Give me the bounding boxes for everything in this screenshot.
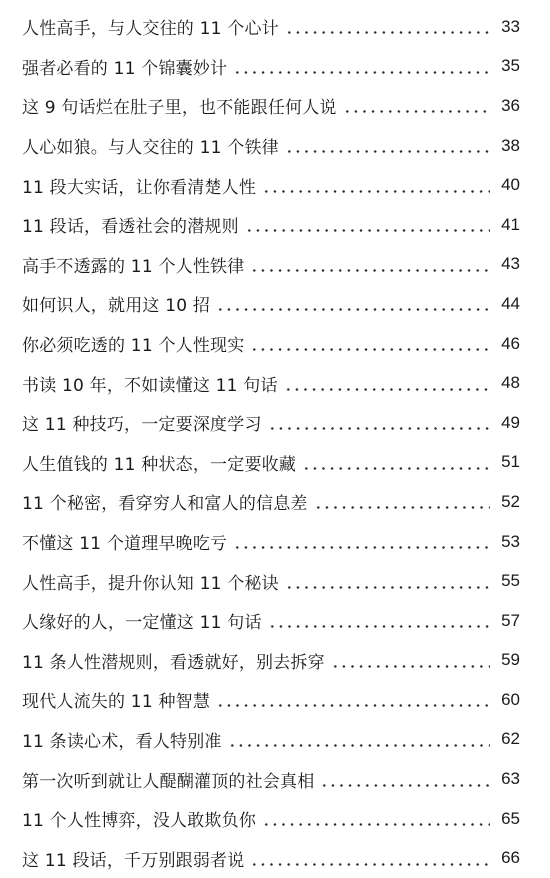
toc-entry[interactable]: [22, 601, 520, 641]
dot-leader: [314, 506, 490, 509]
toc-entry[interactable]: [22, 126, 520, 166]
toc-entry-page: 43: [501, 254, 520, 274]
toc-entry-page: 65: [501, 808, 520, 828]
toc-entry-page: 59: [501, 650, 520, 670]
toc-entry-title: 不懂这 11 个道理早晚吃亏: [22, 534, 228, 555]
dot-leader: [262, 190, 490, 193]
dot-leader: [233, 71, 490, 74]
toc-entry-page: 49: [501, 412, 520, 432]
toc-entry[interactable]: [22, 720, 520, 760]
toc-entry[interactable]: [22, 838, 520, 878]
dot-leader: [216, 308, 490, 311]
toc-entry-page: 33: [501, 16, 520, 36]
toc-entry-title: 这 11 段话，千万别跟弱者说: [22, 850, 245, 871]
dot-leader: [331, 665, 490, 668]
dot-leader: [343, 110, 490, 113]
toc-entry-page: 62: [501, 729, 520, 749]
dot-leader: [250, 269, 490, 272]
toc-entry-page: 60: [501, 689, 520, 709]
toc-entry-title: 11 条读心术，看人特别准: [22, 731, 222, 752]
toc-entry-title: 这 11 种技巧，一定要深度学习: [22, 415, 262, 436]
toc-entry[interactable]: [22, 799, 520, 839]
dot-leader: [250, 863, 490, 866]
toc-entry-title: 人缘好的人，一定懂这 11 句话: [22, 613, 262, 634]
toc-entry-title: 强者必看的 11 个锦囊妙计: [22, 58, 228, 79]
toc-entry-page: 40: [501, 175, 520, 195]
toc-entry-title: 人性高手，与人交往的 11 个心计: [22, 19, 279, 40]
toc-entry[interactable]: [22, 205, 520, 245]
toc-entry-title: 如何识人，就用这 10 招: [22, 296, 211, 317]
toc-entry[interactable]: [22, 759, 520, 799]
table-of-contents: [22, 7, 520, 878]
toc-entry-page: 48: [501, 373, 520, 393]
toc-entry[interactable]: [22, 680, 520, 720]
dot-leader: [245, 229, 490, 232]
toc-entry-title: 人性高手，提升你认知 11 个秘诀: [22, 573, 279, 594]
toc-entry[interactable]: [22, 403, 520, 443]
dot-leader: [284, 388, 490, 391]
dot-leader: [250, 348, 490, 351]
dot-leader: [228, 744, 490, 747]
dot-leader: [268, 427, 490, 430]
dot-leader: [233, 546, 490, 549]
toc-entry[interactable]: [22, 443, 520, 483]
toc-entry-page: 44: [501, 293, 520, 313]
toc-entry[interactable]: [22, 363, 520, 403]
toc-entry[interactable]: [22, 284, 520, 324]
toc-entry-page: 57: [501, 610, 520, 630]
dot-leader: [262, 823, 490, 826]
toc-entry[interactable]: [22, 86, 520, 126]
toc-entry-title: 这 9 句话烂在肚子里，也不能跟任何人说: [22, 98, 337, 119]
toc-entry-title: 人生值钱的 11 种状态，一定要收藏: [22, 454, 297, 475]
toc-entry-title: 人心如狼。与人交往的 11 个铁律: [22, 138, 279, 159]
toc-entry-title: 现代人流失的 11 种智慧: [22, 692, 211, 713]
dot-leader: [268, 625, 490, 628]
toc-entry-page: 52: [501, 491, 520, 511]
toc-entry-page: 53: [501, 531, 520, 551]
toc-entry[interactable]: [22, 561, 520, 601]
toc-entry[interactable]: [22, 7, 520, 47]
toc-entry-title: 书读 10 年，不如读懂这 11 句话: [22, 375, 278, 396]
toc-entry[interactable]: [22, 324, 520, 364]
toc-entry[interactable]: [22, 47, 520, 87]
toc-entry-title: 11 段话，看透社会的潜规则: [22, 217, 239, 238]
dot-leader: [302, 467, 490, 470]
toc-entry-title: 11 个秘密，看穿穷人和富人的信息差: [22, 494, 308, 515]
toc-entry-title: 第一次听到就让人醍醐灌顶的社会真相: [22, 771, 315, 792]
toc-entry-page: 51: [501, 452, 520, 472]
dot-leader: [285, 31, 490, 34]
dot-leader: [285, 150, 490, 153]
toc-entry-page: 63: [501, 769, 520, 789]
toc-entry-page: 41: [501, 214, 520, 234]
toc-entry-page: 66: [501, 848, 520, 868]
toc-entry[interactable]: [22, 522, 520, 562]
toc-entry-page: 55: [501, 571, 520, 591]
toc-entry-title: 你必须吃透的 11 个人性现实: [22, 336, 245, 357]
toc-entry-title: 11 个人性博弈，没人敢欺负你: [22, 811, 257, 832]
dot-leader: [285, 586, 490, 589]
toc-entry[interactable]: [22, 641, 520, 681]
toc-entry[interactable]: [22, 482, 520, 522]
toc-entry-title: 11 段大实话，让你看清楚人性: [22, 177, 257, 198]
dot-leader: [320, 784, 490, 787]
toc-entry[interactable]: [22, 245, 520, 285]
toc-entry-page: 46: [501, 333, 520, 353]
dot-leader: [216, 704, 490, 707]
toc-entry-page: 36: [501, 95, 520, 115]
toc-entry-title: 高手不透露的 11 个人性铁律: [22, 256, 245, 277]
toc-entry[interactable]: [22, 165, 520, 205]
toc-entry-page: 35: [501, 56, 520, 76]
toc-entry-title: 11 条人性潜规则，看透就好，别去拆穿: [22, 652, 325, 673]
toc-entry-page: 38: [501, 135, 520, 155]
